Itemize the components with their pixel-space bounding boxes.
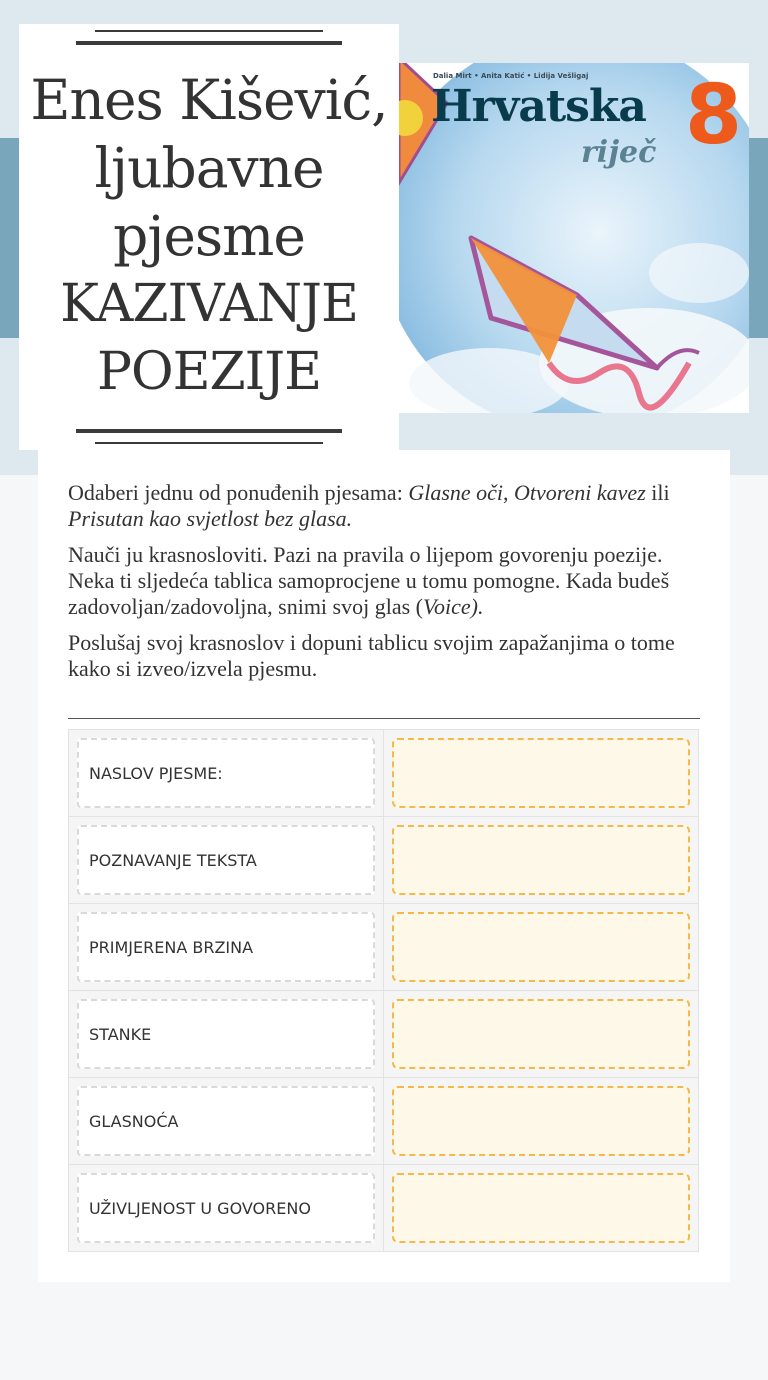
table-answer-cell — [384, 1165, 698, 1251]
table-label: NASLOV PJESME: — [77, 738, 375, 808]
table-row — [69, 730, 698, 817]
title-line: Enes Kišević, — [30, 68, 388, 132]
table-answer-cell — [384, 817, 698, 903]
cover-subtitle: riječ — [581, 135, 657, 170]
cover-grade-number: 8 — [685, 68, 743, 163]
title-rule-bottom-thin — [95, 442, 323, 444]
table-answer-cell — [384, 991, 698, 1077]
instruction-paragraph: Poslušaj svoj krasnoslov i dopuni tablicu svojim zapažanjima o tome kako si izveo/izvela pjesmu. — [68, 630, 675, 681]
instruction-paragraph — [68, 542, 700, 620]
title-rule-top-thin — [95, 30, 323, 32]
table-label: GLASNOĆA — [77, 1086, 375, 1156]
table-label-cell — [69, 1078, 384, 1164]
table-row — [69, 817, 698, 904]
instruction-text: ili — [645, 480, 670, 505]
title-line: ljubavne — [94, 136, 324, 200]
book-cover-image — [399, 63, 749, 413]
table-label: UŽIVLJENOST U GOVORENO — [77, 1173, 375, 1243]
table-answer-cell — [384, 1078, 698, 1164]
page-title — [19, 66, 399, 406]
table-row — [69, 1078, 698, 1165]
answer-input-title[interactable] — [392, 738, 690, 808]
title-line: POEZIJE — [96, 342, 322, 402]
answer-input-text-knowledge[interactable] — [392, 825, 690, 895]
table-row — [69, 1165, 698, 1251]
instructions — [68, 480, 700, 682]
answer-input-speed[interactable] — [392, 912, 690, 982]
table-label-cell — [69, 730, 384, 816]
title-line: pjesme — [113, 204, 305, 268]
instruction-text: Nauči ju krasnosloviti. Pazi na pravila o lijepom govorenju poezije. Neka ti sljedeća tablica samoprocjene u tomu pomogne. Kada budeš zadovoljan/zadovoljna, snimi svoj glas ( — [68, 542, 670, 619]
table-label: POZNAVANJE TEKSTA — [77, 825, 375, 895]
table-label: STANKE — [77, 999, 375, 1069]
title-line: KAZIVANJE — [60, 274, 358, 334]
instruction-text: Odaberi jednu od ponuđenih pjesama: — [68, 480, 409, 505]
title-card — [19, 24, 399, 450]
poem-title: Otvoreni kavez — [514, 480, 646, 505]
answer-input-expression[interactable] — [392, 1173, 690, 1243]
table-label-cell — [69, 817, 384, 903]
poem-title: Glasne oči — [408, 480, 504, 505]
table-answer-cell — [384, 730, 698, 816]
table-answer-cell — [384, 904, 698, 990]
instruction-text: , — [503, 480, 515, 505]
table-row — [69, 904, 698, 991]
answer-input-pauses[interactable] — [392, 999, 690, 1069]
cover-authors: Dalia Mirt • Anita Katić • Lidija Vešligaj — [433, 72, 589, 80]
poem-title: Prisutan kao svjetlost bez glasa. — [68, 506, 353, 531]
worksheet-card — [38, 450, 730, 1282]
table-row — [69, 991, 698, 1078]
instruction-italic: Voice). — [423, 594, 484, 619]
table-label-cell — [69, 991, 384, 1077]
table-label-cell — [69, 904, 384, 990]
divider — [68, 718, 700, 719]
title-rule-top-thick — [76, 41, 342, 45]
table-label-cell — [69, 1165, 384, 1251]
answer-input-loudness[interactable] — [392, 1086, 690, 1156]
self-assessment-table — [68, 729, 699, 1252]
title-rule-bottom-thick — [76, 429, 342, 433]
cover-title: Hrvatska — [431, 81, 646, 132]
table-label: PRIMJERENA BRZINA — [77, 912, 375, 982]
instruction-paragraph — [68, 480, 700, 532]
